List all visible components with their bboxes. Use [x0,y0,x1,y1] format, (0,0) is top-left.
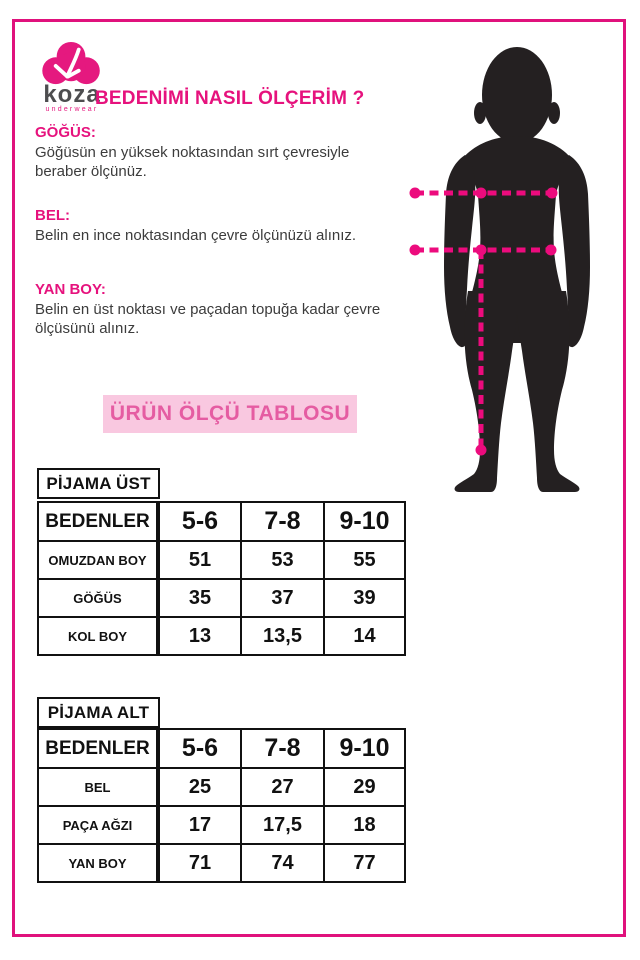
column-header: BEDENLER [38,502,158,541]
cell-value: 77 [324,844,405,882]
cell-value: 27 [241,768,324,806]
column-header: BEDENLER [38,729,158,768]
section-bel-body: Belin en ince noktasından çevre ölçünüzü alınız. [35,227,357,244]
table-row [38,806,405,844]
table-pijama-ust [37,501,406,656]
row-label: KOL BOY [38,617,158,655]
table-row [38,768,405,806]
logo-subtitle-text: underwear [45,106,99,113]
section-yanboy-heading: YAN BOY: [35,281,106,298]
section-gogus-heading: GÖĞÜS: [35,124,96,141]
cell-value: 25 [158,768,241,806]
row-label: GÖĞÜS [38,579,158,617]
cell-value: 74 [241,844,324,882]
section-bel-heading: BEL: [35,207,70,224]
cell-value: 39 [324,579,405,617]
table-row [38,541,405,579]
table-row [38,729,405,768]
cell-value: 13,5 [241,617,324,655]
cell-value: 35 [158,579,241,617]
table-pijama-alt-label: PİJAMA ALT [37,697,160,728]
table-row [38,579,405,617]
cell-value: 55 [324,541,405,579]
page-title: BEDENİMİ NASIL ÖLÇERİM ? [95,88,365,109]
cell-value: 51 [158,541,241,579]
section-yanboy-body: Belin en üst noktası ve paçadan topuğa kadar çevre ölçüsünü alınız. [35,301,381,337]
row-label: OMUZDAN BOY [38,541,158,579]
table-pijama-ust-label: PİJAMA ÜST [37,468,160,499]
cell-value: 29 [324,768,405,806]
cell-value: 71 [158,844,241,882]
cell-value: 18 [324,806,405,844]
cell-value: 13 [158,617,241,655]
table-row [38,502,405,541]
row-label: BEL [38,768,158,806]
section-gogus [35,124,385,181]
logo-brand-text: koza [43,81,101,108]
column-header: 9-10 [324,729,405,768]
column-header: 7-8 [241,729,324,768]
cell-value: 37 [241,579,324,617]
size-table-banner: ÜRÜN ÖLÇÜ TABLOSU [103,395,357,433]
section-yanboy [35,281,385,338]
row-label: PAÇA AĞZI [38,806,158,844]
section-gogus-body: Göğüsün en yüksek noktasından sırt çevresiyle beraber ölçünüz. [35,144,350,180]
column-header: 9-10 [324,502,405,541]
table-row [38,617,405,655]
row-label: YAN BOY [38,844,158,882]
column-header: 7-8 [241,502,324,541]
table-pijama-alt [37,728,406,883]
child-silhouette-illustration [393,33,640,495]
cell-value: 53 [241,541,324,579]
column-header: 5-6 [158,729,241,768]
table-row [38,844,405,882]
child-silhouette-body [444,47,590,492]
cell-value: 17 [158,806,241,844]
section-bel [35,207,385,245]
column-header: 5-6 [158,502,241,541]
cell-value: 17,5 [241,806,324,844]
cell-value: 14 [324,617,405,655]
